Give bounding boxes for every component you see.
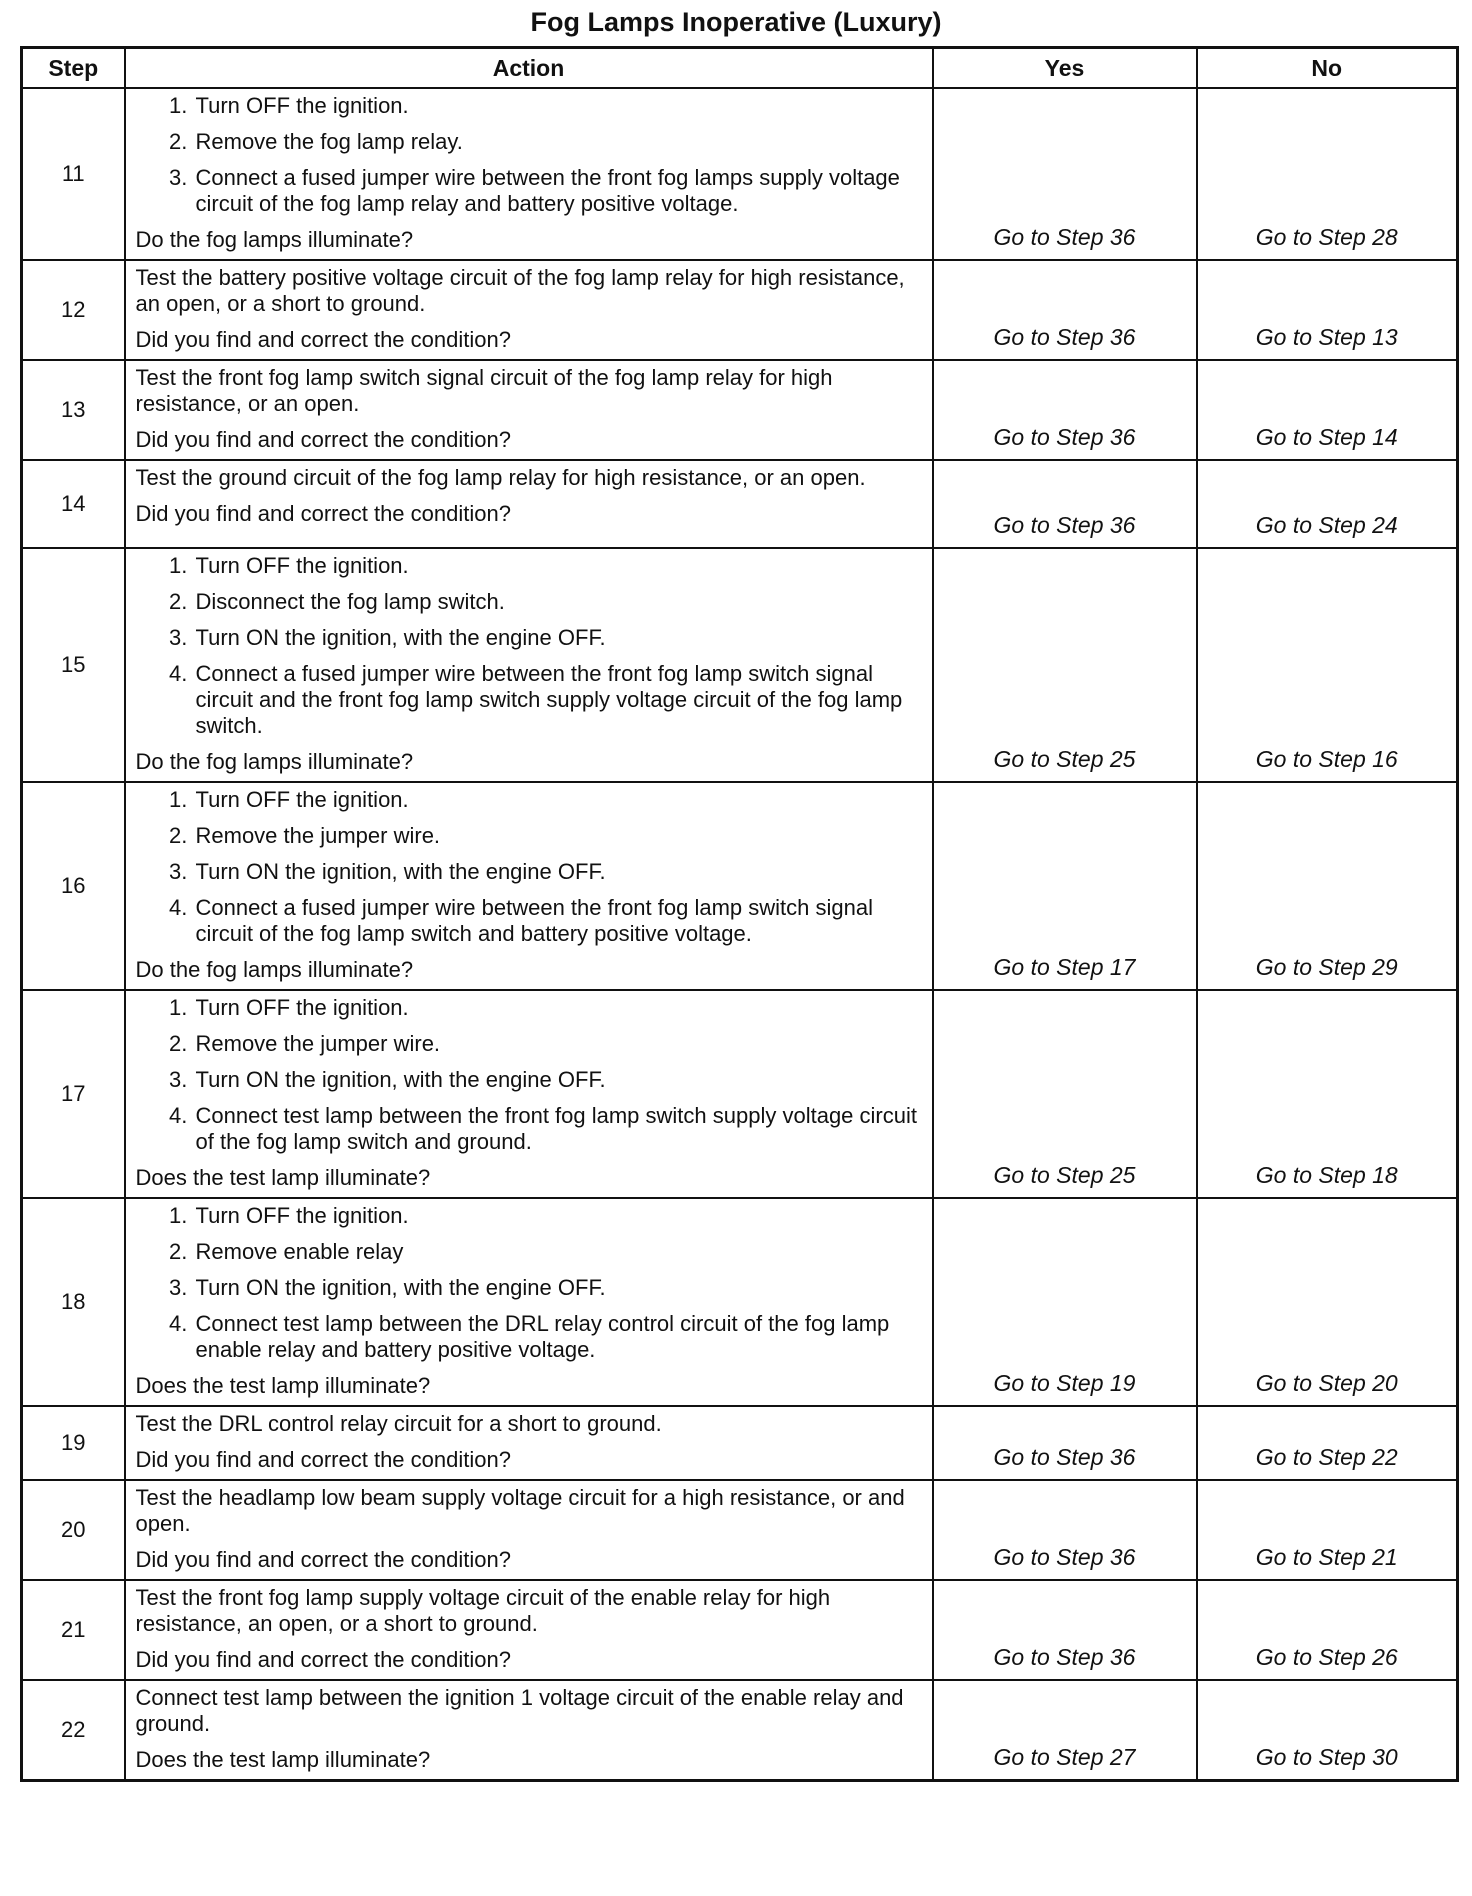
no-result: Go to Step 30 xyxy=(1197,1680,1458,1781)
action-question: Did you find and correct the condition? xyxy=(135,1647,511,1672)
action-cell xyxy=(125,88,933,260)
action-step-item: 4. Connect a fused jumper wire between the front fog lamp switch signal circuit of the fog lamp switch and battery positive voltage. xyxy=(194,895,918,947)
yes-result: Go to Step 25 xyxy=(933,548,1197,782)
no-result: Go to Step 13 xyxy=(1197,260,1458,360)
yes-result: Go to Step 36 xyxy=(933,1406,1197,1480)
action-cell xyxy=(125,1680,933,1781)
action-step-item: 1. Turn OFF the ignition. xyxy=(194,93,918,119)
action-steps-list xyxy=(136,93,918,217)
action-step-item: 2. Remove the jumper wire. xyxy=(194,823,918,849)
action-question: Did you find and correct the condition? xyxy=(135,501,511,526)
yes-result: Go to Step 19 xyxy=(933,1198,1197,1406)
action-question: Did you find and correct the condition? xyxy=(135,1447,511,1472)
action-step-item: 3. Turn ON the ignition, with the engine OFF. xyxy=(194,625,918,651)
action-cell xyxy=(125,260,933,360)
step-number: 13 xyxy=(22,360,125,460)
step-number: 20 xyxy=(22,1480,125,1580)
yes-result: Go to Step 36 xyxy=(933,1480,1197,1580)
header-step: Step xyxy=(22,48,125,89)
action-step-item: 4. Connect test lamp between the front fog lamp switch supply voltage circuit of the fog lamp switch and ground. xyxy=(194,1103,918,1155)
action-step-item: 2. Disconnect the fog lamp switch. xyxy=(194,589,918,615)
yes-result: Go to Step 27 xyxy=(933,1680,1197,1781)
no-result: Go to Step 14 xyxy=(1197,360,1458,460)
action-steps-list xyxy=(136,1203,918,1363)
action-step-item: 2. Remove the fog lamp relay. xyxy=(194,129,918,155)
action-steps-list xyxy=(136,995,918,1155)
action-text: Test the headlamp low beam supply voltage circuit for a high resistance, or and open. xyxy=(135,1485,905,1536)
yes-result: Go to Step 36 xyxy=(933,260,1197,360)
step-number: 22 xyxy=(22,1680,125,1781)
table-row xyxy=(22,990,1458,1198)
action-step-item: 4. Connect a fused jumper wire between the front fog lamp switch signal circuit and the front fog lamp switch supply voltage circuit of the fog lamp switch. xyxy=(194,661,918,739)
header-no: No xyxy=(1197,48,1458,89)
no-result: Go to Step 24 xyxy=(1197,460,1458,548)
step-number: 11 xyxy=(22,88,125,260)
step-number: 15 xyxy=(22,548,125,782)
action-step-item: 2. Remove the jumper wire. xyxy=(194,1031,918,1057)
header-action: Action xyxy=(125,48,933,89)
action-steps-list xyxy=(136,553,918,739)
header-yes: Yes xyxy=(933,48,1197,89)
action-cell xyxy=(125,460,933,548)
step-number: 21 xyxy=(22,1580,125,1680)
action-cell xyxy=(125,1406,933,1480)
action-text: Test the front fog lamp switch signal circuit of the fog lamp relay for high resistance, or an open. xyxy=(135,365,833,416)
action-text: Test the DRL control relay circuit for a short to ground. xyxy=(135,1411,662,1436)
yes-result: Go to Step 25 xyxy=(933,990,1197,1198)
action-step-item: 1. Turn OFF the ignition. xyxy=(194,787,918,813)
yes-result: Go to Step 36 xyxy=(933,88,1197,260)
action-cell xyxy=(125,1198,933,1406)
action-cell xyxy=(125,990,933,1198)
table-row xyxy=(22,782,1458,990)
action-step-item: 4. Connect test lamp between the DRL relay control circuit of the fog lamp enable relay and battery positive voltage. xyxy=(194,1311,918,1363)
table-row xyxy=(22,548,1458,782)
action-cell xyxy=(125,548,933,782)
table-row xyxy=(22,1680,1458,1781)
action-question: Does the test lamp illuminate? xyxy=(135,1373,431,1398)
yes-result: Go to Step 17 xyxy=(933,782,1197,990)
action-question: Did you find and correct the condition? xyxy=(135,427,511,452)
no-result: Go to Step 18 xyxy=(1197,990,1458,1198)
action-step-item: 1. Turn OFF the ignition. xyxy=(194,553,918,579)
action-cell xyxy=(125,782,933,990)
page-title: Fog Lamps Inoperative (Luxury) xyxy=(530,7,942,37)
step-number: 18 xyxy=(22,1198,125,1406)
action-question: Do the fog lamps illuminate? xyxy=(135,227,414,252)
action-step-item: 1. Turn OFF the ignition. xyxy=(194,1203,918,1229)
action-question: Did you find and correct the condition? xyxy=(135,327,511,352)
action-text: Test the ground circuit of the fog lamp relay for high resistance, or an open. xyxy=(135,465,866,490)
action-step-item: 1. Turn OFF the ignition. xyxy=(194,995,918,1021)
action-cell xyxy=(125,1480,933,1580)
yes-result: Go to Step 36 xyxy=(933,460,1197,548)
no-result: Go to Step 20 xyxy=(1197,1198,1458,1406)
no-result: Go to Step 29 xyxy=(1197,782,1458,990)
step-number: 17 xyxy=(22,990,125,1198)
no-result: Go to Step 28 xyxy=(1197,88,1458,260)
action-text: Test the battery positive voltage circuit of the fog lamp relay for high resistance, an open, or a short to ground. xyxy=(135,265,905,316)
action-steps-list xyxy=(136,787,918,947)
action-step-item: 3. Turn ON the ignition, with the engine OFF. xyxy=(194,1275,918,1301)
no-result: Go to Step 21 xyxy=(1197,1480,1458,1580)
action-step-item: 3. Turn ON the ignition, with the engine OFF. xyxy=(194,859,918,885)
table-row xyxy=(22,1198,1458,1406)
action-question: Do the fog lamps illuminate? xyxy=(135,957,414,982)
action-question: Does the test lamp illuminate? xyxy=(135,1165,431,1190)
action-step-item: 3. Turn ON the ignition, with the engine OFF. xyxy=(194,1067,918,1093)
action-text: Connect test lamp between the ignition 1 voltage circuit of the enable relay and ground. xyxy=(135,1685,904,1736)
no-result: Go to Step 26 xyxy=(1197,1580,1458,1680)
table-row xyxy=(22,360,1458,460)
action-cell xyxy=(125,360,933,460)
action-question: Did you find and correct the condition? xyxy=(135,1547,511,1572)
step-number: 19 xyxy=(22,1406,125,1480)
step-number: 14 xyxy=(22,460,125,548)
step-number: 12 xyxy=(22,260,125,360)
diagnostic-table xyxy=(20,46,1459,1782)
action-step-item: 2. Remove enable relay xyxy=(194,1239,918,1265)
action-question: Do the fog lamps illuminate? xyxy=(135,749,414,774)
action-step-item: 3. Connect a fused jumper wire between the front fog lamps supply voltage circuit of the fog lamp relay and battery positive voltage. xyxy=(194,165,918,217)
step-number: 16 xyxy=(22,782,125,990)
yes-result: Go to Step 36 xyxy=(933,1580,1197,1680)
table-row xyxy=(22,1480,1458,1580)
yes-result: Go to Step 36 xyxy=(933,360,1197,460)
table-row xyxy=(22,88,1458,260)
table-row xyxy=(22,460,1458,548)
no-result: Go to Step 22 xyxy=(1197,1406,1458,1480)
table-row xyxy=(22,260,1458,360)
table-row xyxy=(22,1580,1458,1680)
action-cell xyxy=(125,1580,933,1680)
action-text: Test the front fog lamp supply voltage circuit of the enable relay for high resistance, an open, or a short to ground. xyxy=(135,1585,831,1636)
header-row xyxy=(22,48,1458,89)
action-question: Does the test lamp illuminate? xyxy=(135,1747,431,1772)
no-result: Go to Step 16 xyxy=(1197,548,1458,782)
table-row xyxy=(22,1406,1458,1480)
